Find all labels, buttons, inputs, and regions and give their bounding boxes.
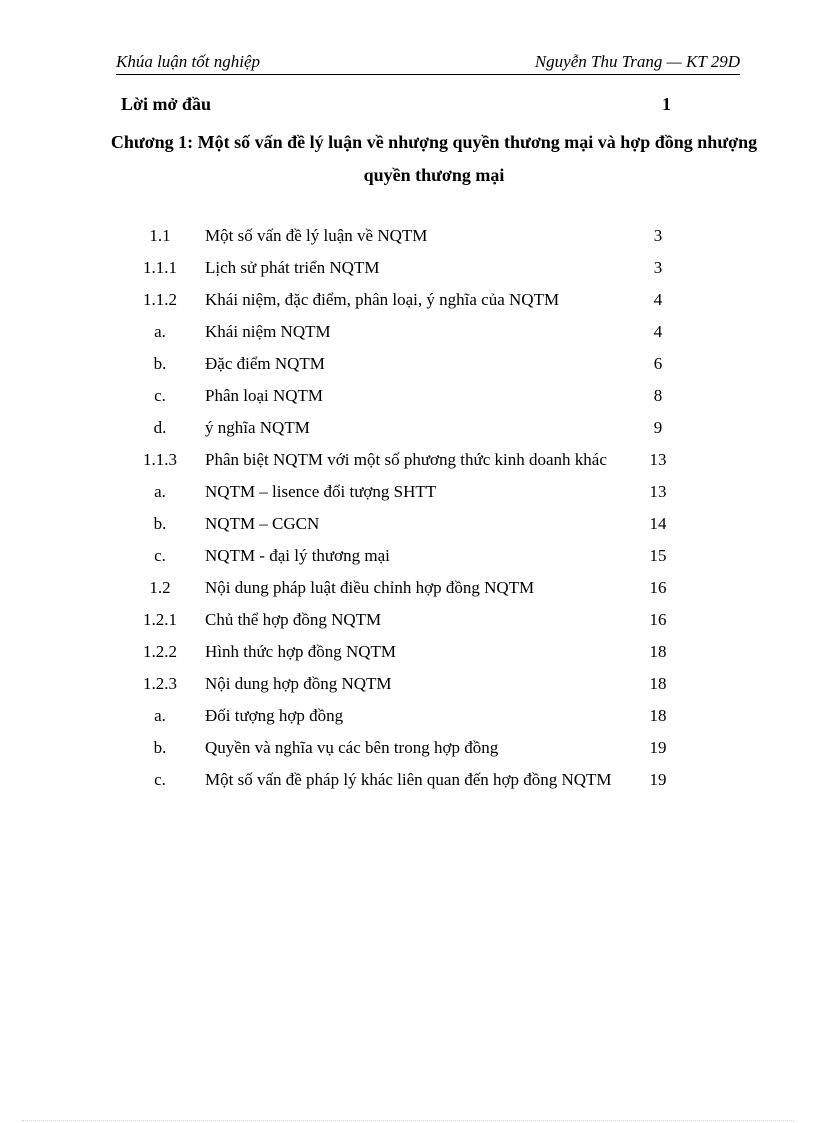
toc-entry [0, 284, 816, 316]
toc-entry [0, 540, 816, 572]
page-bottom-divider [22, 1120, 794, 1121]
toc-entry-title: ý nghĩa NQTM [205, 418, 310, 437]
intro-label: Lời mở đầu [121, 94, 211, 114]
toc-entry-page: 18 [649, 706, 667, 725]
toc-entry [0, 348, 816, 380]
toc-entry-title: NQTM – lisence đối tượng SHTT [205, 482, 437, 501]
toc-entry [0, 764, 816, 796]
toc-entry-number: 1.1 [149, 226, 171, 245]
toc-entry [0, 700, 816, 732]
toc-entry-page: 9 [653, 418, 663, 437]
toc-entry-number: a. [154, 482, 166, 501]
toc-entry-number: a. [154, 322, 166, 341]
toc-entry-page: 15 [649, 546, 667, 565]
toc-entry-title: Chủ thể hợp đồng NQTM [205, 610, 382, 629]
toc-entry-title: Hình thức hợp đồng NQTM [205, 642, 397, 661]
toc-entry-title: Lịch sử phát triển NQTM [205, 258, 380, 277]
toc-entry-title: Đặc điểm NQTM [205, 354, 325, 373]
toc-entry-page: 18 [649, 642, 667, 661]
toc-entry-title: Khái niệm NQTM [205, 322, 331, 341]
toc-entry-number: a. [154, 706, 166, 725]
toc-entry-page: 16 [649, 578, 667, 597]
toc-entry-page: 4 [653, 322, 663, 341]
toc-entry-page: 19 [649, 738, 667, 757]
toc-entry-number: c. [154, 770, 166, 789]
toc-entry-title: Nội dung pháp luật điều chỉnh hợp đồng NQTM [205, 578, 535, 597]
toc-entry [0, 508, 816, 540]
table-of-contents [0, 220, 816, 796]
toc-entry [0, 220, 816, 252]
toc-entry-page: 3 [653, 226, 663, 245]
toc-entry-number: c. [154, 546, 166, 565]
toc-entry-title: NQTM – CGCN [205, 514, 320, 533]
toc-entry-page: 6 [653, 354, 663, 373]
toc-entry-title: Phân loại NQTM [205, 386, 324, 405]
toc-entry [0, 316, 816, 348]
toc-entry [0, 380, 816, 412]
toc-entry-title: Phân biệt NQTM với một số phương thức kinh doanh khác [205, 450, 607, 469]
toc-entry-page: 19 [649, 770, 667, 789]
toc-entry [0, 636, 816, 668]
toc-entry [0, 444, 816, 476]
toc-entry [0, 572, 816, 604]
toc-entry-title: Một số vấn đề pháp lý khác liên quan đến hợp đồng NQTM [205, 770, 612, 789]
toc-entry-number: 1.1.2 [143, 290, 177, 309]
toc-entry-title: Nội dung hợp đồng NQTM [205, 674, 392, 693]
toc-entry-page: 16 [649, 610, 667, 629]
toc-entry [0, 668, 816, 700]
toc-entry [0, 732, 816, 764]
page-header [116, 52, 740, 75]
chapter-title: Chương 1: Một số vấn đề lý luận về nhượng quyền thương mại và hợp đồng nhượng quyền thương mại [110, 132, 758, 185]
toc-entry [0, 604, 816, 636]
toc-entry-page: 18 [649, 674, 667, 693]
toc-entry [0, 476, 816, 508]
toc-entry-title: Một số vấn đề lý luận về NQTM [205, 226, 428, 245]
toc-entry [0, 252, 816, 284]
toc-entry [0, 412, 816, 444]
toc-entry-number: b. [153, 738, 167, 757]
toc-entry-number: b. [153, 514, 167, 533]
toc-entry-page: 13 [649, 450, 667, 469]
toc-entry-page: 13 [649, 482, 667, 501]
toc-entry-title: Đối tượng hợp đồng [205, 706, 344, 725]
toc-entry-number: 1.2 [149, 578, 171, 597]
toc-entry-title: Khái niệm, đặc điểm, phân loại, ý nghĩa của NQTM [205, 290, 560, 309]
toc-entry-number: 1.2.1 [143, 610, 177, 629]
toc-entry-number: 1.2.3 [143, 674, 177, 693]
toc-entry-number: d. [153, 418, 167, 437]
toc-entry-number: 1.1.3 [143, 450, 177, 469]
intro-page-number: 1 [662, 94, 671, 114]
toc-entry-number: 1.2.2 [143, 642, 177, 661]
toc-entry-page: 14 [649, 514, 667, 533]
toc-entry-page: 8 [653, 386, 663, 405]
toc-entry-number: 1.1.1 [143, 258, 177, 277]
toc-intro-row [121, 94, 671, 118]
toc-entry-number: b. [153, 354, 167, 373]
toc-entry-title: NQTM - đại lý thương mại [205, 546, 390, 565]
header-author: Nguyễn Thu Trang — KT 29D [534, 52, 740, 71]
toc-entry-page: 3 [653, 258, 663, 277]
header-thesis-title: Khúa luận tốt nghiệp [116, 52, 261, 71]
toc-entry-title: Quyền và nghĩa vụ các bên trong hợp đồng [205, 738, 499, 757]
toc-entry-page: 4 [653, 290, 663, 309]
toc-entry-number: c. [154, 386, 166, 405]
